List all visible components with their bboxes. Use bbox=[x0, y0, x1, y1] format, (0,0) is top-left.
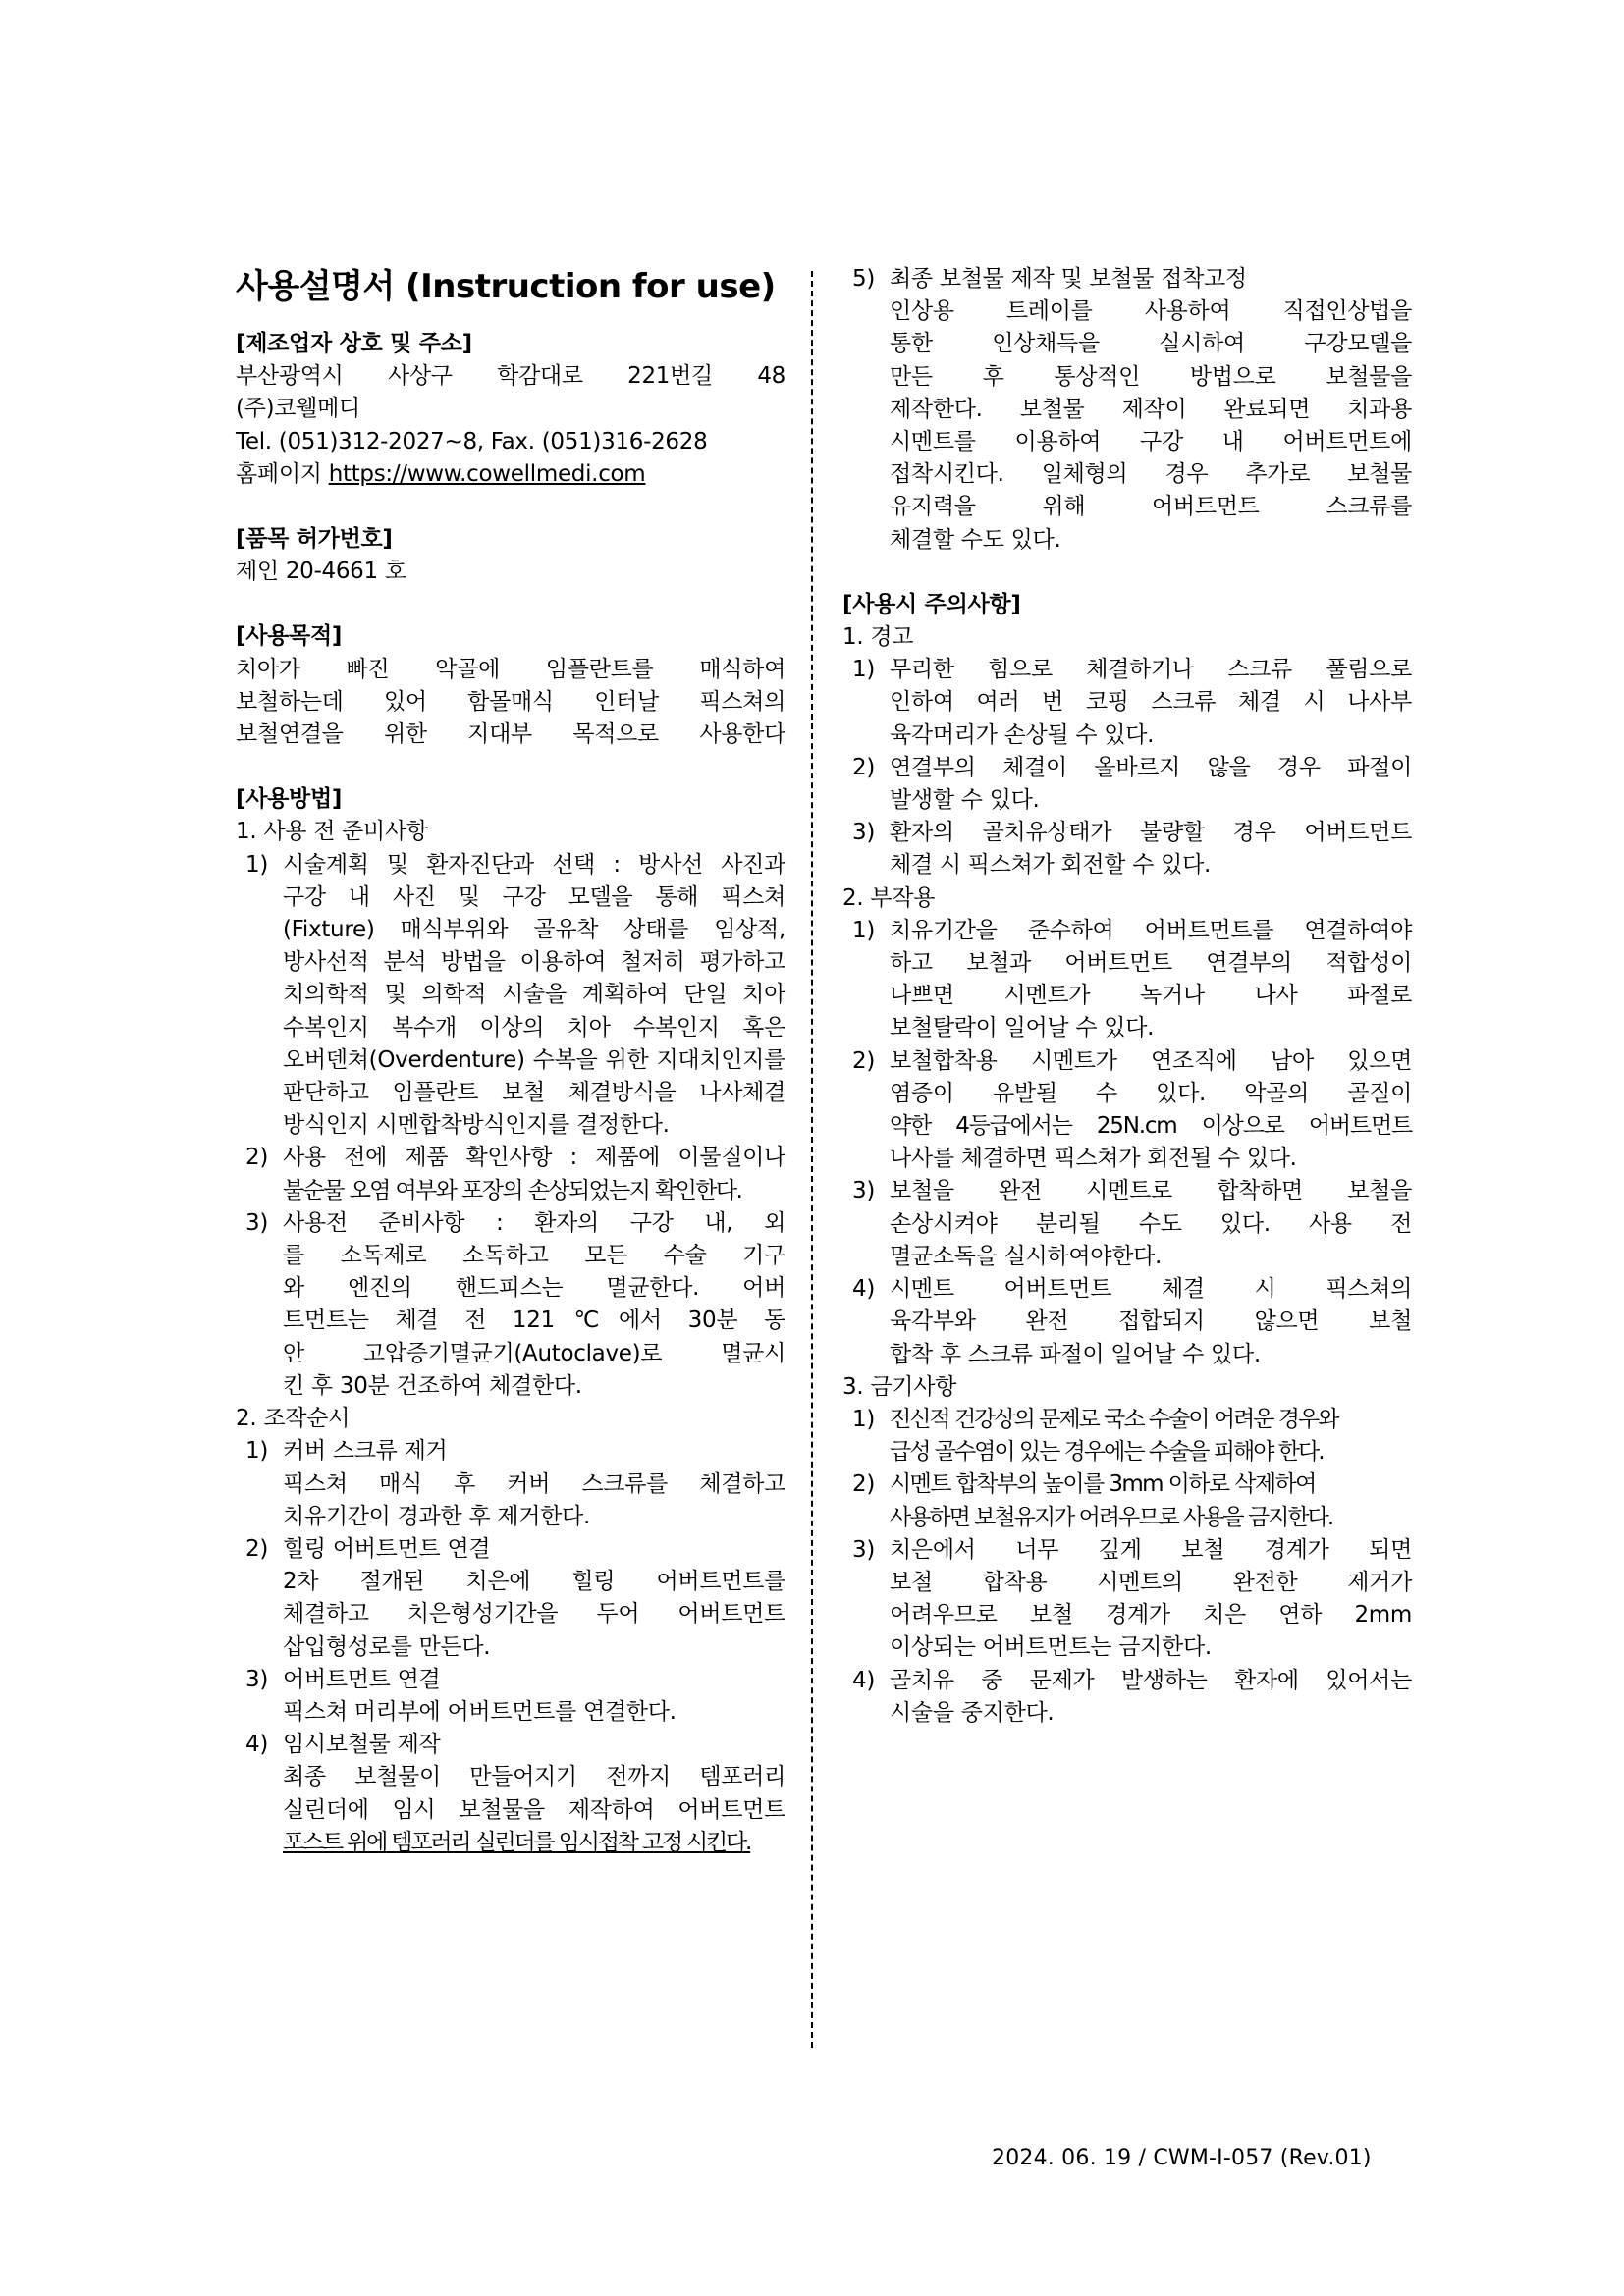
item-title: 임시보철물 제작 bbox=[283, 1732, 441, 1758]
item-line: 시술계획 및 환자진단과 선택 : 방사선 사진과 bbox=[283, 851, 785, 878]
item-line: 2차 절개된 치은에 힐링 어버트먼트를 bbox=[283, 1569, 785, 1595]
precautions-subsection-label: 3. 금기사항 bbox=[842, 1373, 957, 1400]
list-item bbox=[842, 1404, 1412, 1468]
manufacturer-address: 부산광역시 사상구 학감대로 221번길 48 bbox=[236, 363, 785, 390]
item-line: 육각머리가 손상될 수 있다. bbox=[890, 721, 1155, 748]
item-number: 4) bbox=[852, 1276, 876, 1303]
item-line: 보철 합착용 시멘트의 완전한 제거가 bbox=[890, 1569, 1412, 1595]
list-item bbox=[236, 1729, 785, 1859]
item-line: 급성 골수염이 있는 경우에는 수술을 피해야 한다. bbox=[890, 1439, 1324, 1466]
license-section bbox=[236, 523, 785, 588]
list-item bbox=[236, 1664, 785, 1729]
usage-subsection-label: 2. 조작순서 bbox=[236, 1406, 351, 1432]
list-item bbox=[842, 654, 1412, 752]
item-line: 인하여 여러 번 코핑 스크류 체결 시 나사부 bbox=[890, 689, 1412, 716]
purpose-section bbox=[236, 620, 785, 751]
manufacturer-section bbox=[236, 328, 785, 491]
item-line: 무리한 힘으로 체결하거나 스크류 풀림으로 bbox=[890, 657, 1412, 683]
list-item bbox=[842, 263, 1412, 557]
item-line: 치유기간을 준수하여 어버트먼트를 연결하여야 bbox=[890, 917, 1412, 943]
item-line: 만든 후 통상적인 방법으로 보철물을 bbox=[890, 363, 1412, 390]
list-item bbox=[236, 1142, 785, 1206]
item-line: 불순물 오염 여부와 포장의 손상되었는지 확인한다. bbox=[283, 1177, 742, 1203]
list-item bbox=[842, 1045, 1412, 1176]
list-item bbox=[842, 1273, 1412, 1371]
item-line: 최종 보철물이 만들어지기 전까지 템포러리 bbox=[283, 1764, 785, 1790]
usage-subsection-label: 1. 사용 전 준비사항 bbox=[236, 819, 428, 845]
license-heading: [품목 허가번호] bbox=[236, 526, 393, 553]
item-line: 삽입형성로를 만든다. bbox=[283, 1633, 491, 1660]
usage-section bbox=[236, 783, 785, 1859]
license-number: 제인 20-4661 호 bbox=[236, 559, 406, 585]
item-line: 사용전 준비사항 : 환자의 구강 내, 외 bbox=[283, 1209, 785, 1236]
purpose-heading: [사용목적] bbox=[236, 623, 343, 650]
item-line: 멸균소독을 실시하여야한다. bbox=[890, 1243, 1163, 1269]
list-item bbox=[842, 752, 1412, 817]
item-line: 보철탈락이 일어날 수 있다. bbox=[890, 1015, 1155, 1041]
item-number: 2) bbox=[245, 1145, 269, 1171]
right-column bbox=[842, 263, 1412, 1730]
item-line: 방식인지 시멘합착방식인지를 결정한다. bbox=[283, 1112, 670, 1139]
item-line: 트먼트는 체결 전 121℃에서 30분 동 bbox=[283, 1308, 785, 1334]
list-item bbox=[236, 849, 785, 1143]
item-number: 1) bbox=[245, 1438, 269, 1465]
item-line: 킨 후 30분 건조하여 체결한다. bbox=[283, 1372, 582, 1399]
item-number: 1) bbox=[852, 917, 876, 943]
list-item bbox=[236, 1435, 785, 1533]
list-item bbox=[842, 1468, 1412, 1533]
item-line: 나사를 체결하면 픽스쳐가 회전될 수 있다. bbox=[890, 1146, 1297, 1172]
item-line: 치유기간이 경과한 후 제거한다. bbox=[283, 1503, 590, 1529]
list-item bbox=[842, 1665, 1412, 1730]
item-line: 포스트 위에 템포러리 실린더를 임시접착 고정 시킨다. bbox=[283, 1829, 751, 1855]
item-line: 시멘트 어버트먼트 체결 시 픽스쳐의 bbox=[890, 1276, 1412, 1303]
item-number: 3) bbox=[852, 1536, 876, 1563]
item-number: 2) bbox=[245, 1535, 269, 1562]
purpose-line: 치아가 빠진 악골에 임플란트를 매식하여 bbox=[236, 656, 785, 682]
item-line: 수복인지 복수개 이상의 치아 수복인지 혹은 bbox=[283, 1014, 785, 1041]
item-number: 1) bbox=[245, 851, 269, 878]
precautions-subsection-label: 2. 부작용 bbox=[842, 884, 936, 911]
item-title: 최종 보철물 제작 및 보철물 접착고정 bbox=[890, 266, 1247, 292]
item-title: 힐링 어버트먼트 연결 bbox=[283, 1535, 491, 1562]
item-line: 보철합착용 시멘트가 연조직에 남아 있으면 bbox=[890, 1047, 1412, 1074]
item-line: 제작한다. 보철물 제작이 완료되면 치과용 bbox=[890, 396, 1412, 422]
item-line: 시멘트 합착부의 높이를 3mm 이하로 삭제하여 bbox=[890, 1471, 1316, 1498]
item-line: 보철을 완전 시멘트로 합착하면 보철을 bbox=[890, 1178, 1412, 1204]
page-title: 사용설명서 (Instruction for use) bbox=[236, 267, 776, 306]
precautions-section bbox=[842, 589, 1412, 1730]
item-line: 어려우므로 보철 경계가 치은 연하 2mm bbox=[890, 1602, 1412, 1629]
item-line: 방사선적 분석 방법을 이용하여 철저히 평가하고 bbox=[283, 949, 785, 976]
list-item bbox=[842, 915, 1412, 1045]
usage-section-continued bbox=[842, 263, 1412, 557]
document-footer: 2024. 06. 19 / CWM-I-057 (Rev.01) bbox=[992, 2146, 1372, 2170]
item-line: 치은에서 너무 깊게 보철 경계가 되면 bbox=[890, 1536, 1412, 1563]
usage-heading: [사용방법] bbox=[236, 786, 343, 813]
item-line: 사용하면 보철유지가 어려우므로 사용을 금지한다. bbox=[890, 1504, 1333, 1530]
item-line: 접착시킨다. 일체형의 경우 추가로 보철물 bbox=[890, 461, 1412, 488]
item-number: 5) bbox=[852, 266, 876, 292]
item-line: 체결할 수도 있다. bbox=[890, 526, 1061, 553]
manufacturer-homepage bbox=[236, 458, 785, 491]
item-number: 2) bbox=[852, 1471, 876, 1498]
purpose-line: 보철하는데 있어 함몰매식 인터날 픽스쳐의 bbox=[236, 688, 785, 715]
item-line: 이상되는 어버트먼트는 금지한다. bbox=[890, 1634, 1212, 1661]
item-line: 체결하고 치은형성기간을 두어 어버트먼트 bbox=[283, 1601, 785, 1628]
item-number: 1) bbox=[852, 1406, 876, 1432]
item-number: 1) bbox=[852, 657, 876, 683]
item-title: 커버 스크류 제거 bbox=[283, 1438, 448, 1465]
item-number: 3) bbox=[852, 1178, 876, 1204]
item-line: 픽스쳐 매식 후 커버 스크류를 체결하고 bbox=[283, 1470, 785, 1497]
item-line: 약한 4등급에서는 25N.cm 이상으로 어버트먼트 bbox=[890, 1113, 1412, 1140]
item-line: 픽스쳐 머리부에 어버트먼트를 연결한다. bbox=[283, 1698, 677, 1725]
manufacturer-contact: Tel. (051)312-2027~8, Fax. (051)316-2628 bbox=[236, 428, 708, 454]
item-line: 시멘트를 이용하여 구강 내 어버트먼트에 bbox=[890, 429, 1412, 455]
homepage-label: 홈페이지 bbox=[236, 460, 322, 487]
item-line: 염증이 유발될 수 있다. 악골의 골질이 bbox=[890, 1080, 1412, 1106]
item-line: 통한 인상채득을 실시하여 구강모델을 bbox=[890, 331, 1412, 357]
item-number: 4) bbox=[245, 1732, 269, 1758]
item-line: 환자의 골치유상태가 불량할 경우 어버트먼트 bbox=[890, 820, 1412, 846]
item-line: 육각부와 완전 접합되지 않으면 보철 bbox=[890, 1308, 1412, 1335]
left-column bbox=[236, 263, 785, 1859]
item-number: 4) bbox=[852, 1667, 876, 1693]
manufacturer-company: (주)코웰메디 bbox=[236, 396, 360, 422]
item-title: 어버트먼트 연결 bbox=[283, 1666, 441, 1692]
item-line: 판단하고 임플란트 보철 체결방식을 나사체결 bbox=[283, 1080, 785, 1106]
item-line: 전신적 건강상의 문제로 국소 수술이 어려운 경우와 bbox=[890, 1406, 1338, 1432]
precautions-heading: [사용시 주의사항] bbox=[842, 591, 1021, 617]
item-number: 2) bbox=[852, 1047, 876, 1074]
item-line: 구강 내 사진 및 구강 모델을 통해 픽스쳐 bbox=[283, 883, 785, 910]
list-item bbox=[842, 817, 1412, 881]
item-line: 인상용 트레이를 사용하여 직접인상법을 bbox=[890, 298, 1412, 325]
item-line: 실린더에 임시 보철물을 제작하여 어버트먼트 bbox=[283, 1796, 785, 1823]
item-number: 3) bbox=[245, 1666, 269, 1692]
list-item bbox=[236, 1533, 785, 1664]
list-item bbox=[842, 1534, 1412, 1665]
list-item bbox=[236, 1207, 785, 1403]
item-line: 골치유 중 문제가 발생하는 환자에 있어서는 bbox=[890, 1667, 1412, 1693]
item-line: 안 고압증기멸균기(Autoclave)로 멸균시 bbox=[283, 1340, 785, 1366]
column-divider bbox=[811, 271, 813, 2048]
precautions-subsection-label: 1. 경고 bbox=[842, 624, 914, 651]
item-line: 발생할 수 있다. bbox=[890, 787, 1040, 814]
item-line: 손상시켜야 분리될 수도 있다. 사용 전 bbox=[890, 1210, 1412, 1237]
purpose-line: 보철연결을 위한 지대부 목적으로 사용한다 bbox=[236, 721, 785, 748]
item-line: 를 소독제로 소독하고 모든 수술 기구 bbox=[283, 1243, 785, 1269]
item-line: 연결부의 체결이 올바르지 않을 경우 파절이 bbox=[890, 754, 1412, 780]
item-line: 유지력을 위해 어버트먼트 스크류를 bbox=[890, 494, 1412, 520]
item-line: 와 엔진의 핸드피스는 멸균한다. 어버 bbox=[283, 1275, 785, 1302]
homepage-link[interactable]: https://www.cowellmedi.com bbox=[328, 460, 646, 487]
item-number: 3) bbox=[245, 1209, 269, 1236]
item-line: 치의학적 및 의학적 시술을 계획하여 단일 치아 bbox=[283, 982, 785, 1008]
item-line: 나쁘면 시멘트가 녹거나 나사 파절로 bbox=[890, 983, 1412, 1009]
item-line: 체결 시 픽스쳐가 회전할 수 있다. bbox=[890, 852, 1212, 879]
item-line: (Fixture) 매식부위와 골유착 상태를 임상적, bbox=[283, 917, 785, 943]
item-line: 오버덴쳐(Overdenture) 수복을 위한 지대치인지를 bbox=[283, 1046, 785, 1073]
item-line: 시술을 중지한다. bbox=[890, 1699, 1055, 1726]
item-line: 하고 보철과 어버트먼트 연결부의 적합성이 bbox=[890, 950, 1412, 977]
item-line: 사용 전에 제품 확인사항 : 제품에 이물질이나 bbox=[283, 1145, 785, 1171]
item-line: 합착 후 스크류 파절이 일어날 수 있다. bbox=[890, 1341, 1261, 1367]
manufacturer-heading: [제조업자 상호 및 주소] bbox=[236, 331, 472, 356]
item-number: 3) bbox=[852, 820, 876, 846]
item-number: 2) bbox=[852, 754, 876, 780]
list-item bbox=[842, 1175, 1412, 1273]
